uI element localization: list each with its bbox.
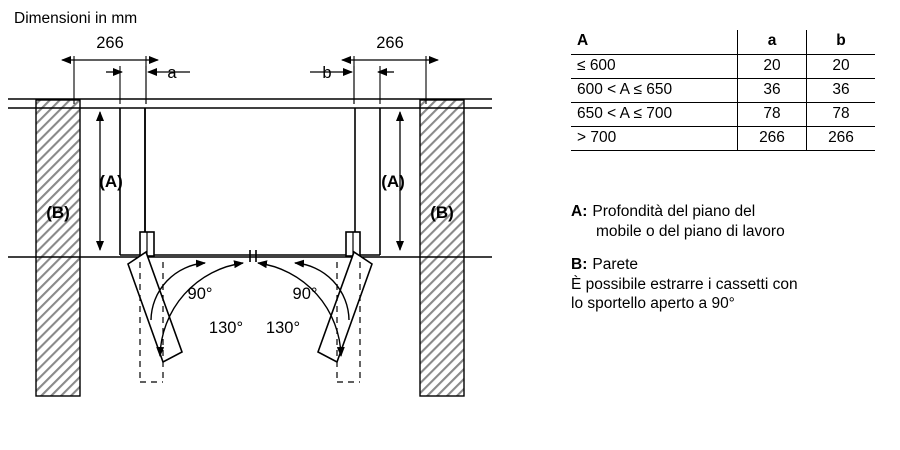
dimension-266-left [62,56,158,104]
table-row [571,55,875,79]
label-A-left: (A) [99,172,123,191]
table-cell-b: 78 [807,103,876,127]
hinge-right [346,232,360,256]
clearance-table-wrap [571,30,875,151]
table-cell-a: 36 [738,79,807,103]
units-caption: Dimensioni in mm [14,10,138,27]
table-cell-range: 650 < A ≤ 700 [577,105,673,122]
table-cell-b: 266 [807,127,876,151]
label-dim-266-left: 266 [96,34,124,52]
label-B-right: (B) [430,203,454,222]
label-dim-a: a [167,64,177,82]
clearance-table [571,30,875,151]
table-cell-b: 36 [807,79,876,103]
label-angle-130-left: 130° [208,319,244,337]
hinge-left [140,232,154,256]
label-dim-266-right: 266 [376,34,404,52]
legend-block-B [571,255,891,314]
table-row [571,127,875,151]
table-row [571,79,875,103]
table-cell-range: ≤ 600 [577,57,616,74]
table-cell-range: 600 < A ≤ 650 [577,81,673,98]
legend-key-A: A: [571,203,588,220]
label-angle-130-right: 130° [265,319,301,337]
legend-text-B: Parete [592,256,639,273]
table-cell-b: 20 [807,55,876,79]
center-divider [250,250,256,262]
legend-block-A [571,202,891,241]
table-cell-a: 266 [738,127,807,151]
wall-left [36,100,80,396]
table-row [571,103,875,127]
legend-text-A: Profondità del piano del [592,203,756,220]
legend-key-B: B: [571,256,588,273]
table-header-A: A [577,32,589,49]
legend-text-A-line2: mobile o del piano di lavoro [596,222,785,240]
legend-note-line2: lo sportello aperto a 90° [571,295,735,312]
label-dim-b: b [322,64,332,82]
table-header-row [571,30,875,55]
label-A-right: (A) [381,172,405,191]
wall-right [420,100,464,396]
label-angle-90-right: 90° [292,285,318,303]
dimension-266-right [342,56,438,104]
label-angle-90-left: 90° [187,285,213,303]
table-cell-a: 20 [738,55,807,79]
table-cell-a: 78 [738,103,807,127]
table-header-a: a [738,30,807,55]
label-B-left: (B) [46,203,70,222]
legend [571,202,891,314]
table-header-b: b [807,30,876,55]
legend-note-line1: È possibile estrarre i cassetti con [571,275,798,293]
table-cell-range: > 700 [577,129,617,146]
